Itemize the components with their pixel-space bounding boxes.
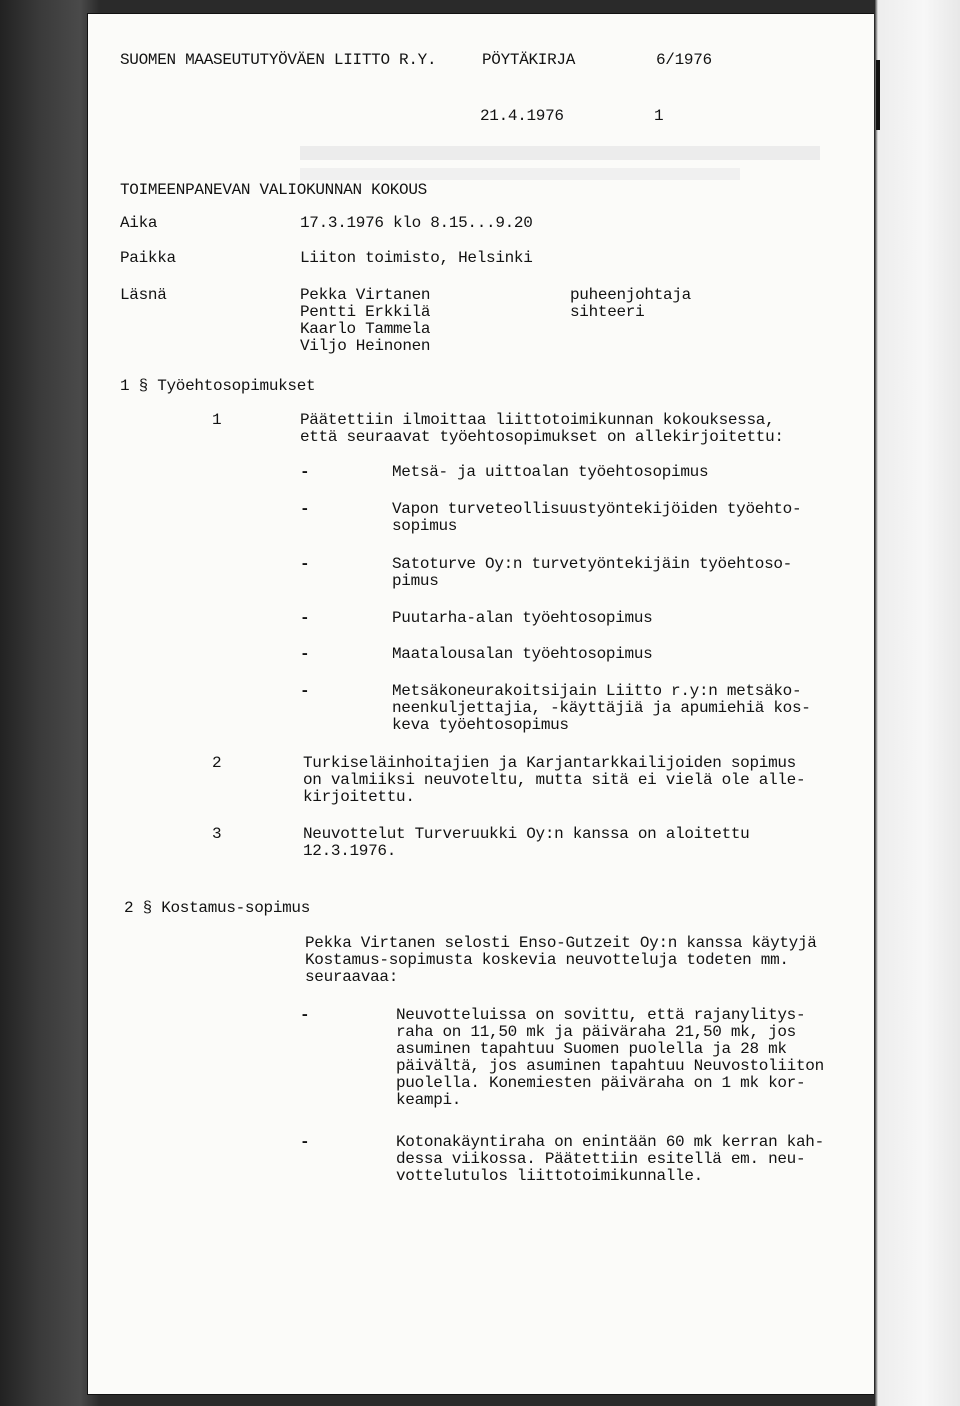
- place-value: Liiton toimisto, Helsinki: [300, 249, 533, 267]
- present-label: Läsnä: [120, 286, 167, 304]
- binding-mark: [876, 60, 880, 130]
- time-value: 17.3.1976 klo 8.15...9.20: [300, 214, 533, 232]
- list-bullet: -: [300, 500, 310, 518]
- agreement-item: Vapon turveteollisuustyöntekijöiden työehto- sopimus: [392, 500, 802, 535]
- show-through-shadow: [300, 146, 820, 160]
- attendee-role: puheenjohtaja: [570, 286, 691, 304]
- list-bullet: -: [300, 609, 310, 627]
- next-page-edge: [874, 0, 960, 1406]
- section-intro: Pekka Virtanen selosti Enso-Gutzeit Oy:n kanssa käytyjä Kostamus-sopimusta koskevia neuvotteluja todeten mm. seuraavaa:: [305, 934, 817, 986]
- attendee-name: Pekka Virtanen: [300, 286, 431, 304]
- doc-date: 21.4.1976: [480, 107, 564, 125]
- attendee-name: Pentti Erkkilä: [300, 303, 431, 321]
- section-heading: 2 § Kostamus-sopimus: [124, 899, 311, 917]
- doc-type: PÖYTÄKIRJA: [482, 51, 576, 69]
- place-label: Paikka: [120, 249, 176, 267]
- agreement-item: Metsä- ja uittoalan työehtosopimus: [392, 463, 709, 481]
- negotiation-point: Neuvotteluissa on sovittu, että rajanylitys- raha on 11,50 mk ja päiväraha 21,50 mk, jos asuminen tapahtuu Suomen puolella ja 28 mk päivältä, jos asuminen tapahtuu Neuvostoliiton puolella. Konemiesten päiväraha on 1 mk kor- keampi.: [396, 1006, 824, 1109]
- attendee-name: Viljo Heinonen: [300, 337, 431, 355]
- show-through-shadow: [300, 168, 740, 180]
- item-number: 2: [212, 754, 222, 772]
- agreement-item: Puutarha-alan työehtosopimus: [392, 609, 653, 627]
- list-bullet: -: [300, 1133, 310, 1151]
- meeting-title: TOIMEENPANEVAN VALIOKUNNAN KOKOUS: [120, 181, 427, 199]
- item-text: Neuvottelut Turveruukki Oy:n kanssa on aloitettu 12.3.1976.: [303, 825, 750, 860]
- item-number: 3: [212, 825, 222, 843]
- item-text: Päätettiin ilmoittaa liittotoimikunnan kokouksessa, että seuraavat työehtosopimukset on allekirjoitettu:: [300, 411, 784, 446]
- time-label: Aika: [120, 214, 158, 232]
- item-number: 1: [212, 411, 222, 429]
- list-bullet: -: [300, 555, 310, 573]
- list-bullet: -: [300, 463, 310, 481]
- item-text: Turkiseläinhoitajien ja Karjantarkkailijoiden sopimus on valmiiksi neuvoteltu, mutta sitä ei vielä ole alle- kirjoitettu.: [303, 754, 806, 806]
- page-number: 1: [654, 107, 664, 125]
- agreement-item: Metsäkoneurakoitsijain Liitto r.y:n metsäko- neenkuljettajia, -käyttäjiä ja apumiehiä kos- keva työehtosopimus: [392, 682, 811, 734]
- org-name: SUOMEN MAASEUTUTYÖVÄEN LIITTO R.Y.: [120, 51, 437, 69]
- attendee-role: sihteeri: [570, 303, 645, 321]
- list-bullet: -: [300, 645, 310, 663]
- doc-number: 6/1976: [656, 51, 712, 69]
- agreement-item: Satoturve Oy:n turvetyöntekijäin työehtoso- pimus: [392, 555, 792, 590]
- section-heading: 1 § Työehtosopimukset: [120, 377, 316, 395]
- list-bullet: -: [300, 682, 310, 700]
- negotiation-point: Kotonakäyntiraha on enintään 60 mk kerran kah- dessa viikossa. Päätettiin esitellä em. neu- vottelutulos liittotoimikunnalle.: [396, 1133, 824, 1185]
- list-bullet: -: [300, 1006, 310, 1024]
- agreement-item: Maatalousalan työehtosopimus: [392, 645, 653, 663]
- attendee-name: Kaarlo Tammela: [300, 320, 431, 338]
